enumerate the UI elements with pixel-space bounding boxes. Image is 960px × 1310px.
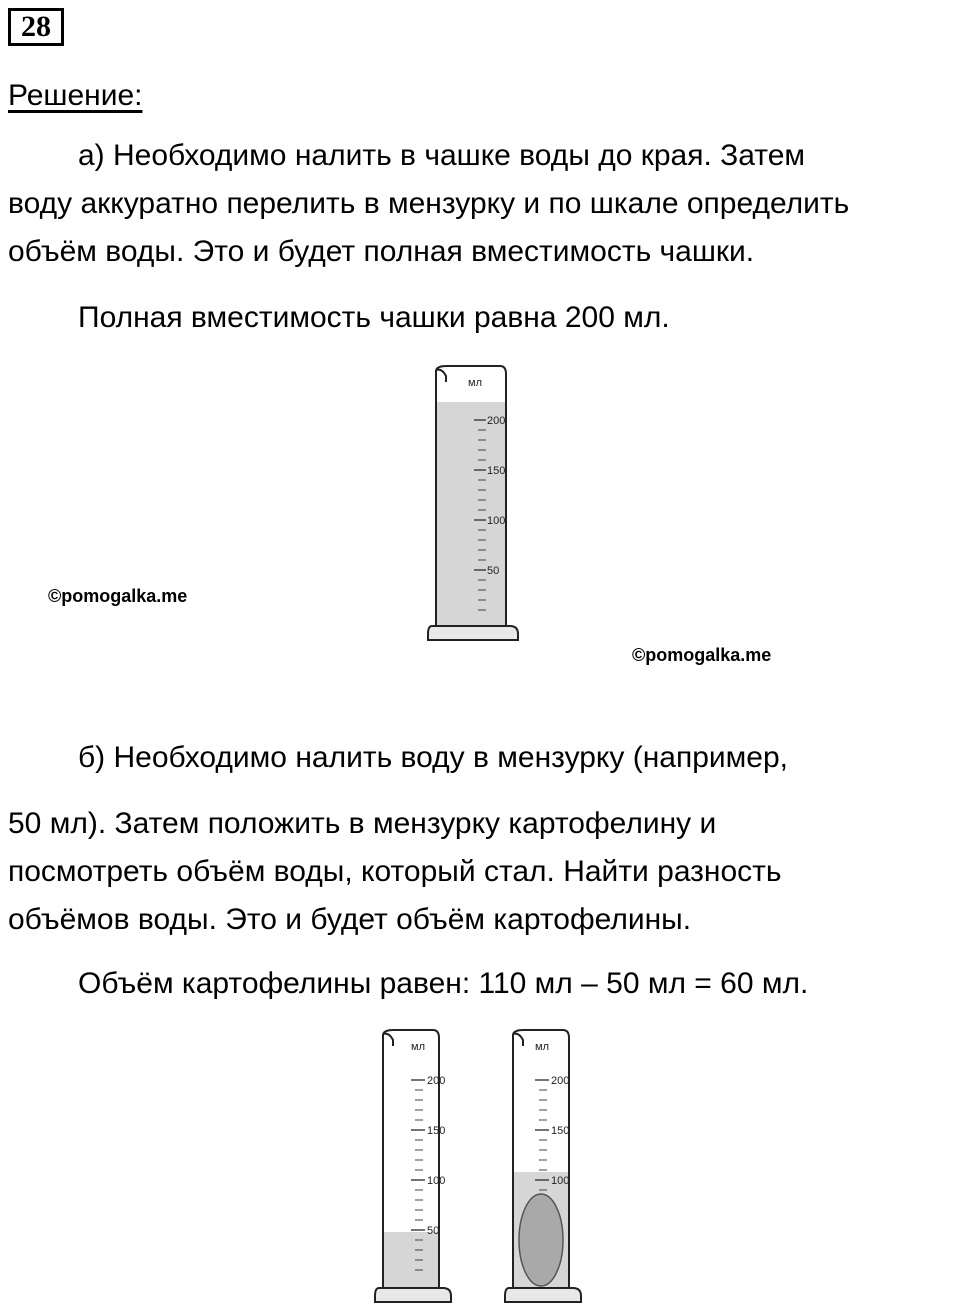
scale-label: 50 xyxy=(487,565,500,577)
scale-label: 200 xyxy=(551,1075,570,1087)
text-line: воду аккуратно перелить в мензурку и по шкале определить xyxy=(8,187,850,220)
part-a-result: Полная вместимость чашки равна 200 мл. xyxy=(78,301,670,334)
scale-label: 150 xyxy=(551,1125,570,1137)
cylinder-base xyxy=(505,1288,581,1302)
scale-label: 150 xyxy=(487,465,506,477)
text-line: 50 мл). Затем положить в мензурку картофелину и xyxy=(8,807,717,840)
unit-label: мл xyxy=(468,377,482,389)
cylinder-base xyxy=(375,1288,451,1302)
scale-label: 100 xyxy=(551,1175,570,1187)
cylinder-base xyxy=(428,626,518,640)
text-line: объём воды. Это и будет полная вместимость чашки. xyxy=(8,235,755,268)
unit-label: мл xyxy=(411,1041,425,1053)
text-line: объёмов воды. Это и будет объём картофелины. xyxy=(8,903,692,936)
measuring-cylinder-after xyxy=(505,1026,605,1306)
solution-heading: Решение: xyxy=(8,79,143,112)
scale-label: 100 xyxy=(427,1175,446,1187)
part-a-text xyxy=(8,132,958,276)
potato xyxy=(519,1194,563,1286)
water-fill xyxy=(436,402,506,626)
scale-label: 50 xyxy=(427,1225,440,1237)
scale-label: 100 xyxy=(487,515,506,527)
part-b-first-line: б) Необходимо налить воду в мензурку (например, xyxy=(78,741,788,774)
part-b-text xyxy=(8,800,958,944)
part-b-result: Объём картофелины равен: 110 мл – 50 мл = 60 мл. xyxy=(78,967,809,1000)
text-line: а) Необходимо налить в чашке воды до края. Затем xyxy=(78,139,806,172)
measuring-cylinder-before xyxy=(375,1026,475,1306)
watermark: ©pomogalka.me xyxy=(48,586,188,606)
scale-label: 200 xyxy=(427,1075,446,1087)
unit-label: мл xyxy=(535,1041,549,1053)
scale-label: 200 xyxy=(487,415,506,427)
water-fill xyxy=(383,1232,439,1288)
task-number: 28 xyxy=(8,8,64,46)
measuring-cylinder-a xyxy=(428,362,548,644)
scale-label: 150 xyxy=(427,1125,446,1137)
text-line: посмотреть объём воды, который стал. Найти разность xyxy=(8,855,782,888)
watermark: ©pomogalka.me xyxy=(632,645,772,665)
